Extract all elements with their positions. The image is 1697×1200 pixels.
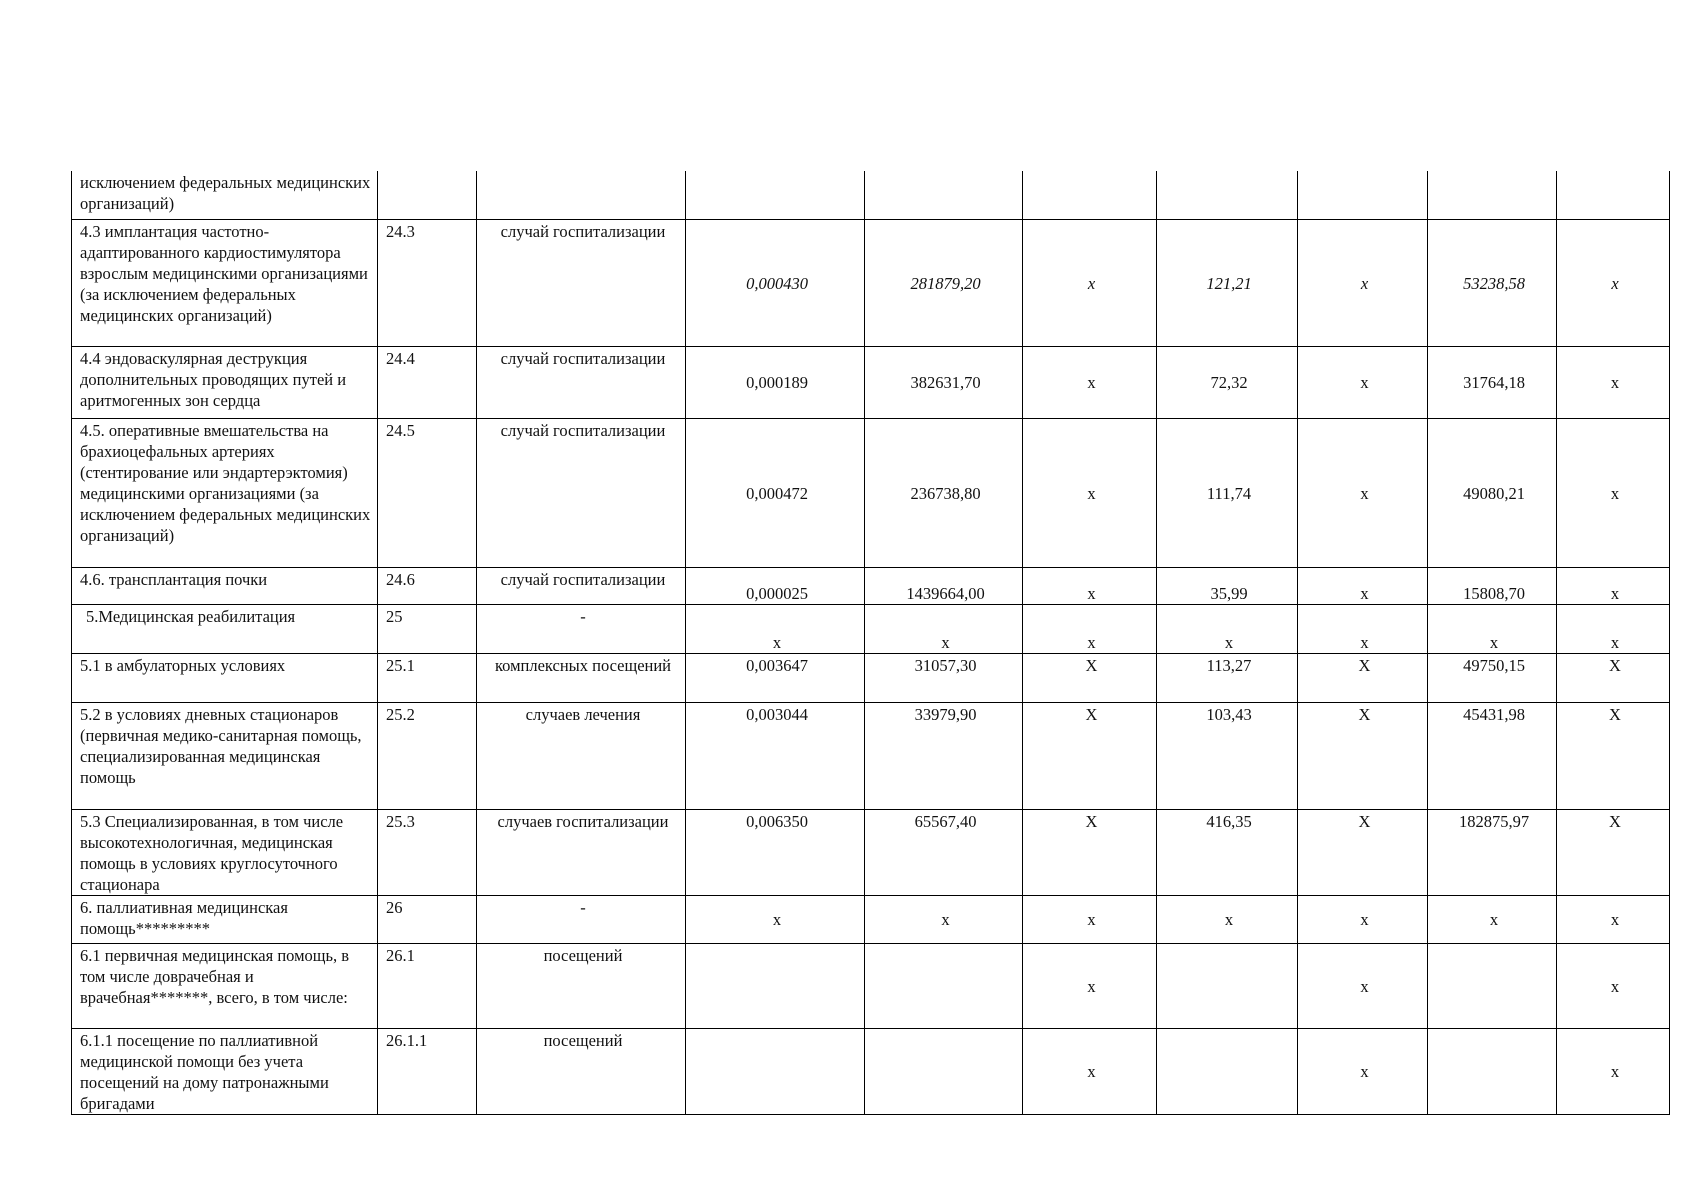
value-cell — [1428, 171, 1557, 219]
value-cell: 31764,18 — [1428, 346, 1557, 418]
value-cell: х — [686, 895, 865, 943]
value-cell: х — [1557, 1028, 1670, 1114]
value-cell — [865, 171, 1023, 219]
value-cell: 72,32 — [1157, 346, 1298, 418]
row-number-cell: 24.4 — [378, 346, 477, 418]
value-cell: 53238,58 — [1428, 219, 1557, 346]
table-row — [72, 418, 1670, 567]
row-name-cell: 6.1.1 посещение по паллиативной медицинской помощи без учета посещений на дому патронажными бригадами — [72, 1028, 378, 1114]
table-row — [72, 943, 1670, 1028]
value-cell: Х — [1298, 653, 1428, 702]
table-row — [72, 702, 1670, 809]
unit-cell: комплексных посещений — [477, 653, 686, 702]
table-row — [72, 346, 1670, 418]
row-name-cell: 4.3 имплантация частотно-адаптированного кардиостимулятора взрослым медицинскими организациями (за исключением федеральных медицинских организаций) — [72, 219, 378, 346]
value-cell: 15808,70 — [1428, 567, 1557, 604]
row-number-cell: 26 — [378, 895, 477, 943]
value-cell: Х — [1023, 653, 1157, 702]
value-cell: Х — [1557, 809, 1670, 895]
value-cell: 49750,15 — [1428, 653, 1557, 702]
value-cell: х — [1298, 567, 1428, 604]
value-cell: х — [1298, 604, 1428, 653]
value-cell: х — [1298, 895, 1428, 943]
value-cell: х — [1428, 895, 1557, 943]
value-cell: 65567,40 — [865, 809, 1023, 895]
table-row — [72, 809, 1670, 895]
value-cell: х — [1298, 346, 1428, 418]
unit-cell: посещений — [477, 943, 686, 1028]
value-cell — [865, 1028, 1023, 1114]
value-cell: 0,000025 — [686, 567, 865, 604]
value-cell: х — [1298, 943, 1428, 1028]
table-row — [72, 1028, 1670, 1114]
value-cell: 182875,97 — [1428, 809, 1557, 895]
value-cell: х — [1557, 604, 1670, 653]
row-number-cell: 24.5 — [378, 418, 477, 567]
row-name-cell: исключением федеральных медицинских организаций) — [72, 171, 378, 219]
value-cell: 0,003647 — [686, 653, 865, 702]
row-name-cell: 5.3 Специализированная, в том числе высокотехнологичная, медицинская помощь в условиях круглосуточного стационара — [72, 809, 378, 895]
unit-cell: случай госпитализации — [477, 567, 686, 604]
value-cell: 1439664,00 — [865, 567, 1023, 604]
table-row — [72, 604, 1670, 653]
value-cell: Х — [1557, 702, 1670, 809]
value-cell — [1557, 171, 1670, 219]
row-number-cell: 25.2 — [378, 702, 477, 809]
table-row — [72, 895, 1670, 943]
row-number-cell: 25.3 — [378, 809, 477, 895]
value-cell: 111,74 — [1157, 418, 1298, 567]
value-cell: Х — [1023, 809, 1157, 895]
row-number-cell: 26.1.1 — [378, 1028, 477, 1114]
row-name-cell: 4.6. трансплантация почки — [72, 567, 378, 604]
value-cell: х — [1298, 1028, 1428, 1114]
value-cell: х — [1428, 604, 1557, 653]
value-cell — [1023, 171, 1157, 219]
value-cell: х — [1557, 943, 1670, 1028]
value-cell: х — [1557, 219, 1670, 346]
value-cell: 121,21 — [1157, 219, 1298, 346]
row-number-cell: 26.1 — [378, 943, 477, 1028]
value-cell: Х — [1023, 702, 1157, 809]
table-row — [72, 219, 1670, 346]
unit-cell: случай госпитализации — [477, 219, 686, 346]
value-cell: х — [1023, 895, 1157, 943]
table-row — [72, 653, 1670, 702]
value-cell — [686, 1028, 865, 1114]
value-cell — [686, 171, 865, 219]
value-cell — [686, 943, 865, 1028]
row-number-cell: 25 — [378, 604, 477, 653]
row-number-cell: 24.3 — [378, 219, 477, 346]
value-cell: х — [1023, 219, 1157, 346]
value-cell: 0,006350 — [686, 809, 865, 895]
value-cell — [1428, 943, 1557, 1028]
value-cell: 33979,90 — [865, 702, 1023, 809]
value-cell: 35,99 — [1157, 567, 1298, 604]
row-name-cell: 5.1 в амбулаторных условиях — [72, 653, 378, 702]
value-cell: 0,000189 — [686, 346, 865, 418]
value-cell: х — [1023, 1028, 1157, 1114]
value-cell: 0,003044 — [686, 702, 865, 809]
value-cell: 45431,98 — [1428, 702, 1557, 809]
row-number-cell — [378, 171, 477, 219]
value-cell: 103,43 — [1157, 702, 1298, 809]
value-cell: 236738,80 — [865, 418, 1023, 567]
row-number-cell: 24.6 — [378, 567, 477, 604]
row-name-cell: 5.Медицинская реабилитация — [72, 604, 378, 653]
value-cell: 113,27 — [1157, 653, 1298, 702]
value-cell — [1157, 943, 1298, 1028]
value-cell: 281879,20 — [865, 219, 1023, 346]
unit-cell: случай госпитализации — [477, 418, 686, 567]
value-cell: х — [1157, 604, 1298, 653]
value-cell: Х — [1557, 653, 1670, 702]
value-cell: 0,000472 — [686, 418, 865, 567]
value-cell: Х — [1298, 809, 1428, 895]
value-cell: х — [1023, 604, 1157, 653]
value-cell: 49080,21 — [1428, 418, 1557, 567]
value-cell: х — [1023, 567, 1157, 604]
unit-cell: случаев госпитализации — [477, 809, 686, 895]
financing-table — [71, 171, 1670, 1115]
unit-cell — [477, 171, 686, 219]
value-cell — [1298, 171, 1428, 219]
value-cell: х — [865, 604, 1023, 653]
value-cell: 382631,70 — [865, 346, 1023, 418]
unit-cell: - — [477, 604, 686, 653]
row-name-cell: 4.5. оперативные вмешательства на брахиоцефальных артериях (стентирование или эндартерэктомия) медицинскими организациями (за исключением федеральных медицинских организаций) — [72, 418, 378, 567]
unit-cell: - — [477, 895, 686, 943]
value-cell — [1157, 171, 1298, 219]
row-name-cell: 6. паллиативная медицинская помощь********* — [72, 895, 378, 943]
unit-cell: посещений — [477, 1028, 686, 1114]
unit-cell: случай госпитализации — [477, 346, 686, 418]
value-cell: 0,000430 — [686, 219, 865, 346]
row-name-cell: 6.1 первичная медицинская помощь, в том числе доврачебная и врачебная*******, всего, в том числе: — [72, 943, 378, 1028]
value-cell: х — [1023, 346, 1157, 418]
value-cell: х — [1557, 418, 1670, 567]
value-cell: 31057,30 — [865, 653, 1023, 702]
value-cell: 416,35 — [1157, 809, 1298, 895]
table-row — [72, 171, 1670, 219]
value-cell — [865, 943, 1023, 1028]
value-cell: х — [686, 604, 865, 653]
value-cell — [1157, 1028, 1298, 1114]
value-cell: х — [1157, 895, 1298, 943]
value-cell: х — [1298, 418, 1428, 567]
value-cell: х — [1023, 418, 1157, 567]
value-cell: х — [1557, 346, 1670, 418]
table-row — [72, 567, 1670, 604]
row-name-cell: 5.2 в условиях дневных стационаров (первичная медико-санитарная помощь, специализированная медицинская помощь — [72, 702, 378, 809]
value-cell: Х — [1298, 702, 1428, 809]
value-cell: х — [1557, 567, 1670, 604]
unit-cell: случаев лечения — [477, 702, 686, 809]
value-cell: х — [1557, 895, 1670, 943]
row-name-cell: 4.4 эндоваскулярная деструкция дополнительных проводящих путей и аритмогенных зон сердца — [72, 346, 378, 418]
value-cell: х — [1298, 219, 1428, 346]
row-number-cell: 25.1 — [378, 653, 477, 702]
value-cell: х — [865, 895, 1023, 943]
value-cell: х — [1023, 943, 1157, 1028]
value-cell — [1428, 1028, 1557, 1114]
